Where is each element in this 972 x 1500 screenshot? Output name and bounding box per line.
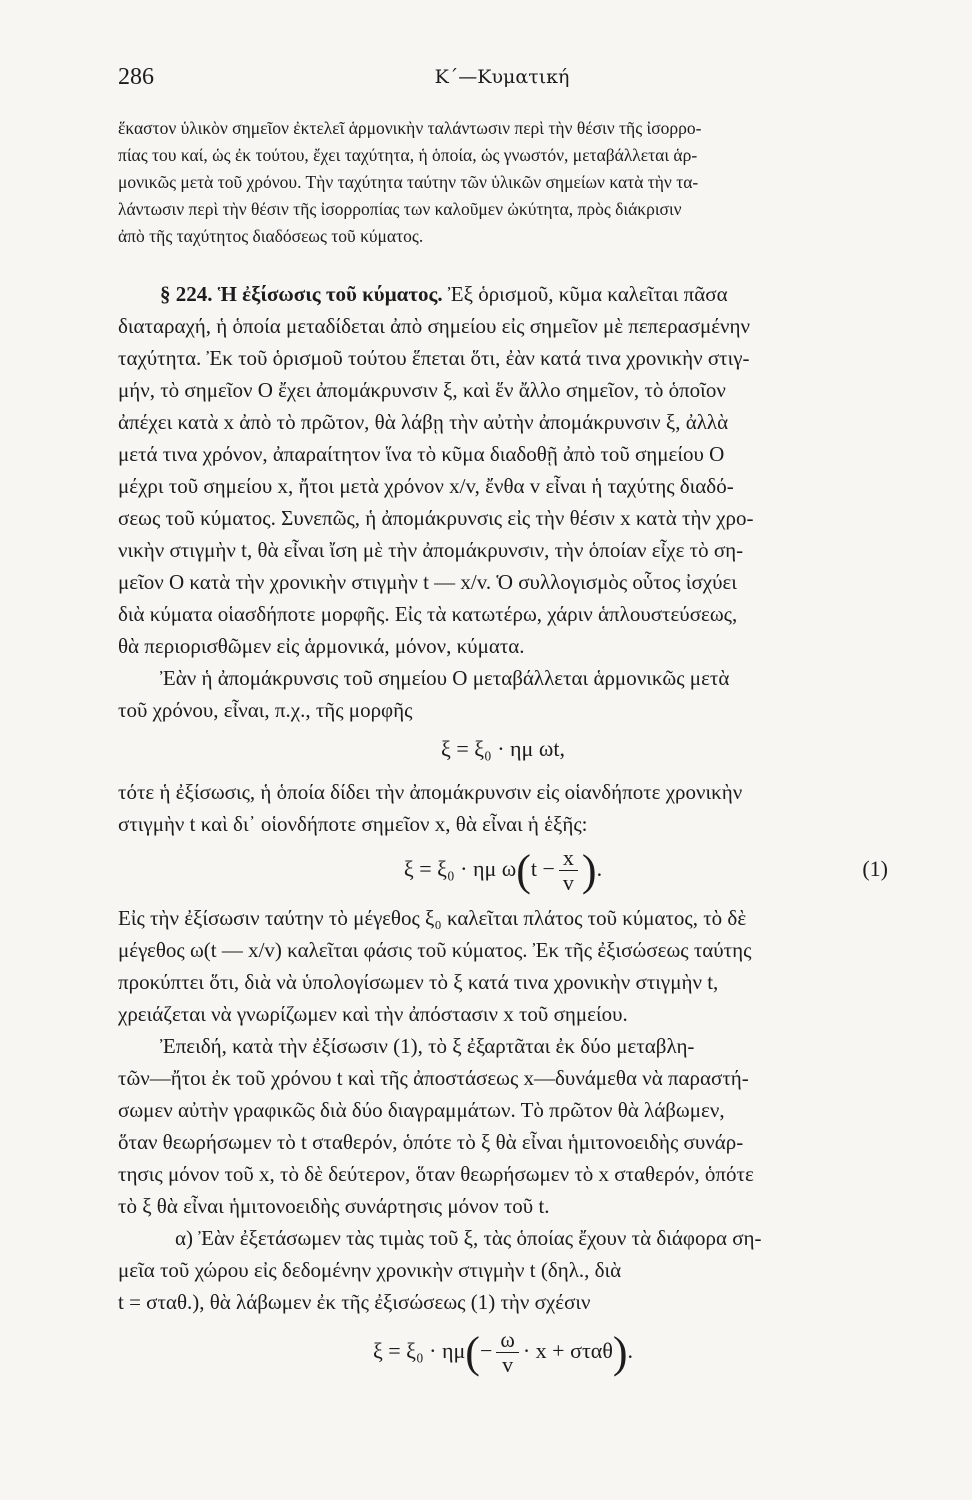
text-line: τησις μόνον τοῦ x, τὸ δὲ δεύτερον, ὅταν θεωρήσωμεν τὸ x σταθερόν, ὁπότε <box>118 1162 754 1186</box>
page-number: 286 <box>118 64 154 90</box>
running-title: Κ΄—Κυματική <box>434 66 570 88</box>
text-line: τοῦ χρόνου, εἶναι, π.χ., τῆς μορφῆς <box>118 698 413 722</box>
eq1-close-paren: ) <box>581 845 597 895</box>
text-line: μετά τινα χρόνον, ἀπαραίτητον ἵνα τὸ κῦμα διαδοθῇ ἀπὸ τοῦ σημείου O <box>118 442 725 466</box>
text-line: διαταραχή, ἡ ὁποία μεταδίδεται ἀπὸ σημείου εἰς σημεῖον μὲ πεπερασμένην <box>118 314 750 338</box>
text-line: τότε ἡ ἐξίσωσις, ἡ ὁποία δίδει τὴν ἀπομάκρυνσιν εἰς οἱανδήποτε χρονικὴν <box>118 780 743 804</box>
text-line: θὰ περιορισθῶμεν εἰς ἁρμονικά, μόνον, κύματα. <box>118 634 525 658</box>
text-line: μεῖα τοῦ χώρου εἰς δεδομένην χρονικὴν στιγμὴν t (δηλ., διὰ <box>118 1258 622 1282</box>
text-line: τῶν—ἤτοι ἐκ τοῦ χρόνου t καὶ τῆς ἀποστάσεως x—δυνάμεθα νὰ παραστή- <box>118 1066 749 1090</box>
text-line: Ἐξ ὁρισμοῦ, κῦμα καλεῖται πᾶσα <box>447 282 728 306</box>
text-line: Ἐπειδή, κατὰ τὴν ἐξίσωσιν (1), τὸ ξ ἐξαρτᾶται ἐκ δύο μεταβλη- <box>160 1034 695 1058</box>
text-line: τὸ ξ θὰ εἶναι ἡμιτονοειδὴς συνάρτησις μόνον τοῦ t. <box>118 1194 550 1218</box>
text-line: t = σταθ.), θὰ λάβωμεν ἐκ τῆς ἐξισώσεως (1) τὴν σχέσιν <box>118 1290 591 1314</box>
eq2-rest: · x + σταθ <box>522 1338 613 1363</box>
equation-2 <box>118 1318 888 1384</box>
eq1-fraction <box>559 846 578 895</box>
section-heading: § 224. Ἡ ἐξίσωσις τοῦ κύματος. <box>160 282 443 306</box>
eq1-open-paren: ( <box>516 845 531 895</box>
text-line: σωμεν αὐτὴν γραφικῶς διὰ δύο διαγραμμάτων. Τὸ πρῶτον θὰ λάβωμεν, <box>118 1098 725 1122</box>
eq2-numerator: ω <box>496 1328 518 1353</box>
page-header <box>118 64 886 96</box>
eq1-dot: . <box>596 856 603 881</box>
equation-harmonic-source: ξ = ξ₀ · ημ ωt, <box>441 736 565 761</box>
text-line: ὅταν θεωρήσωμεν τὸ t σταθερόν, ὁπότε τὸ ξ θὰ εἶναι ἡμιτονοειδὴς συνάρ- <box>118 1130 744 1154</box>
eq2-close-paren: ) <box>612 1327 628 1377</box>
text-line: σεως τοῦ κύματος. Συνεπῶς, ἡ ἀπομάκρυνσις εἰς τὴν θέσιν x κατὰ τὴν χρο- <box>118 506 754 530</box>
text-line: μέγεθος ω(t — x/v) καλεῖται φάσις τοῦ κύματος. Ἐκ τῆς ἐξισώσεως ταύτης <box>118 938 752 962</box>
eq1-t-minus: t − <box>530 856 555 881</box>
text-line: α) Ἐὰν ἐξετάσωμεν τὰς τιμὰς τοῦ ξ, τὰς ὁποίας ἔχουν τὰ διάφορα ση- <box>175 1226 762 1250</box>
text-line: ἀπὸ τῆς ταχύτητος διαδόσεως τοῦ κύματος. <box>118 226 424 246</box>
equation-number: (1) <box>862 856 888 881</box>
eq2-dot: . <box>627 1338 634 1363</box>
eq2-lhs: ξ = ξ₀ · ημ <box>372 1338 466 1363</box>
eq2-fraction <box>496 1328 518 1377</box>
text-line: μεῖον O κατὰ τὴν χρονικὴν στιγμὴν t — x/v. Ὁ συλλογισμὸς οὗτος ἰσχύει <box>118 570 737 594</box>
text-line: ἀπέχει κατὰ x ἀπὸ τὸ πρῶτον, θὰ λάβῃ τὴν αὐτὴν ἀπομάκρυνσιν ξ, ἀλλὰ <box>118 410 729 434</box>
text-line: ταχύτητα. Ἐκ τοῦ ὁρισμοῦ τούτου ἕπεται ὅτι, ἐὰν κατά τινα χρονικὴν στιγ- <box>118 346 750 370</box>
text-line: μονικῶς μετὰ τοῦ χρόνου. Τὴν ταχύτητα ταύτην τῶν ὑλικῶν σημείων κατὰ τὴν τα- <box>118 172 699 192</box>
text-line: νικὴν στιγμὴν t, θὰ εἶναι ἴση μὲ τὴν ἀπομάκρυνσιν, τὴν ὁποίαν εἶχε τὸ ση- <box>118 538 744 562</box>
text-line: διὰ κύματα οἱασδήποτε μορφῆς. Εἰς τὰ κατωτέρω, χάριν ἁπλουστεύσεως, <box>118 602 738 626</box>
eq2-open-paren: ( <box>465 1327 480 1377</box>
text-line: Ἐὰν ἡ ἀπομάκρυνσις τοῦ σημείου O μεταβάλλεται ἁρμονικῶς μετὰ <box>160 666 730 690</box>
eq1-denominator: v <box>562 870 574 896</box>
equation-1 <box>118 836 888 902</box>
eq2-minus: − <box>479 1338 493 1363</box>
text-line: στιγμὴν t καὶ δι᾿ οἱονδήποτε σημεῖον x, θὰ εἶναι ἡ ἑξῆς: <box>118 812 588 836</box>
text-line: χρειάζεται νὰ γνωρίζωμεν καὶ τὴν ἀπόστασιν x τοῦ σημείου. <box>118 1002 628 1026</box>
text-line: λάντωσιν περὶ τὴν θέσιν τῆς ἰσορροπίας των καλοῦμεν ὠκύτητα, πρὸς διάκρισιν <box>118 199 682 219</box>
text-line: πίας του καί, ὡς ἐκ τούτου, ἔχει ταχύτητα, ἡ ὁποία, ὡς γνωστόν, μεταβάλλεται ἁρ- <box>118 145 698 165</box>
text-line: μέχρι τοῦ σημείου x, ἤτοι μετὰ χρόνον x/v, ἔνθα v εἶναι ἡ ταχύτης διαδό- <box>118 474 734 498</box>
text-line: Εἰς τὴν ἐξίσωσιν ταύτην τὸ μέγεθος ξ₀ καλεῖται πλάτος τοῦ κύματος, τὸ δὲ <box>118 906 747 930</box>
eq2-denominator: v <box>502 1352 514 1378</box>
text-line: ἕκαστον ὑλικὸν σημεῖον ἐκτελεῖ ἁρμονικὴν ταλάντωσιν περὶ τὴν θέσιν τῆς ἰσορρο- <box>118 118 702 138</box>
eq1-lhs: ξ = ξ₀ · ημ ω <box>403 856 517 881</box>
eq1-numerator: x <box>559 846 578 871</box>
section-heading-line <box>160 282 888 307</box>
text-line: προκύπτει ὅτι, διὰ νὰ ὑπολογίσωμεν τὸ ξ κατά τινα χρονικὴν στιγμὴν t, <box>118 970 719 994</box>
text-line: μήν, τὸ σημεῖον O ἔχει ἀπομάκρυνσιν ξ, καὶ ἕν ἄλλο σημεῖον, τὸ ὁποῖον <box>118 378 726 402</box>
